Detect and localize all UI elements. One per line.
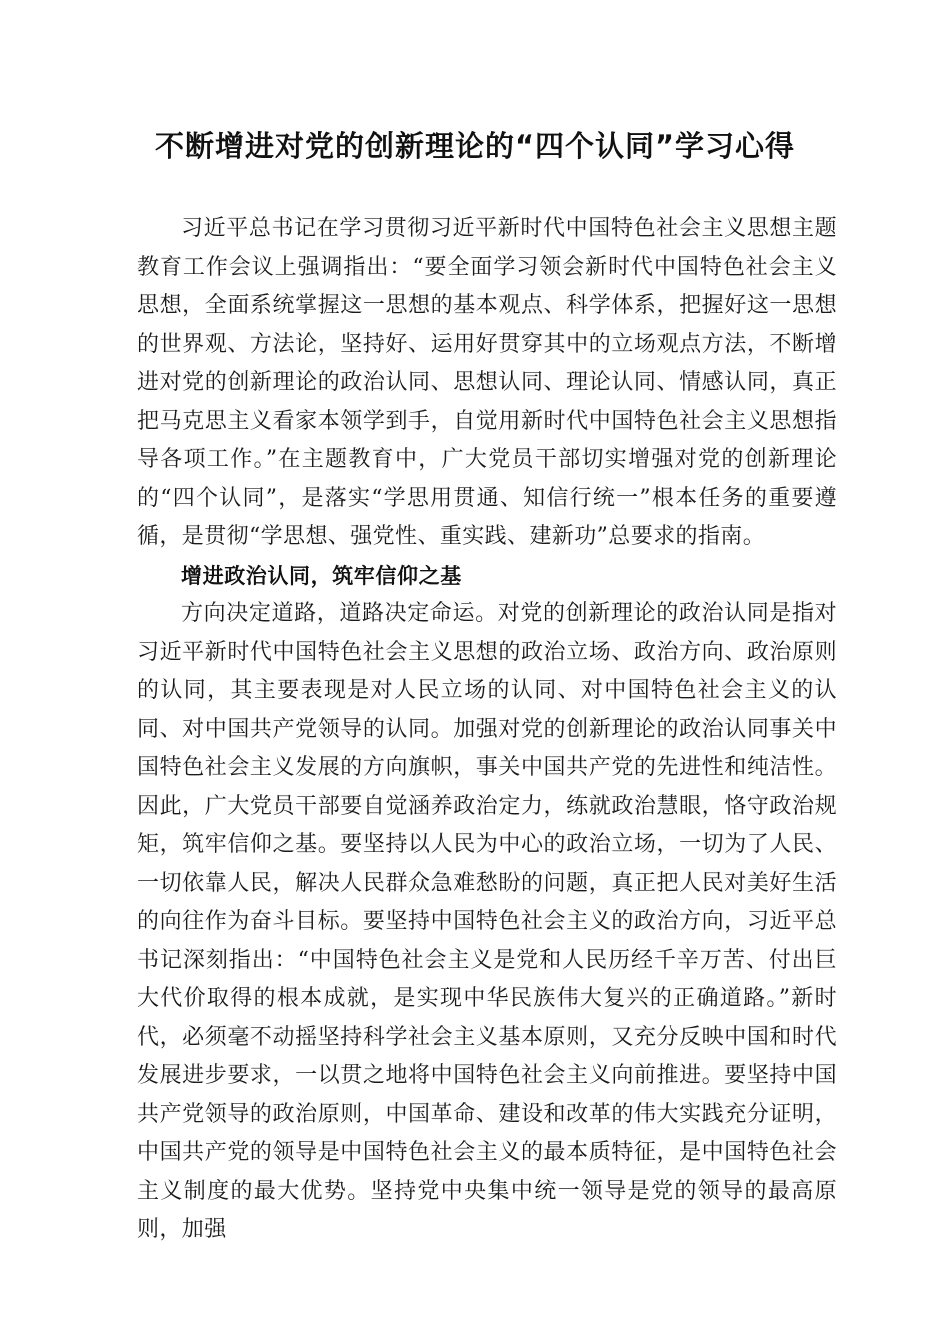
intro-paragraph: 习近平总书记在学习贯彻习近平新时代中国特色社会主义思想主题教育工作会议上强调指出：“要全面学习领会新时代中国特色社会主义思想，全面系统掌握这一思想的基本观点、科学体系，把握好这一思想的世界观、方法论，坚持好、运用好贯穿其中的立场观点方法，不断增进对党的创新理论的政治认同、思想认同、理论认同、情感认同，真正把马克思主义看家本领学到手，自觉用新时代中国特色社会主义思想指导各项工作。”在主题教育中，广大党员干部切实增强对党的创新理论的“四个认同”，是落实“学思用贯通、知信行统一”根本任务的重要遵循，是贯彻“学思想、强党性、重实践、建新功”总要求的指南。 (137, 216, 837, 549)
section-paragraph-political-identity: 方向决定道路，道路决定命运。对党的创新理论的政治认同是指对习近平新时代中国特色社会主义思想的政治立场、政治方向、政治原则的认同，其主要表现是对人民立场的认同、对中国特色社会主义的认同、对中国共产党领导的认同。加强对党的创新理论的政治认同事关中国特色社会主义发展的方向旗帜，事关中国共产党的先进性和纯洁性。因此，广大党员干部要自觉涵养政治定力，练就政治慧眼，恪守政治规矩，筑牢信仰之基。要坚持以人民为中心的政治立场，一切为了人民、一切依靠人民，解决人民群众急难愁盼的问题，真正把人民对美好生活的向往作为奋斗目标。要坚持中国特色社会主义的政治方向，习近平总书记深刻指出：“中国特色社会主义是党和人民历经千辛万苦、付出巨大代价取得的根本成就，是实现中华民族伟大复兴的正确道路。”新时代，必须毫不动摇坚持科学社会主义基本原则，又充分反映中国和时代发展进步要求，一以贯之地将中国特色社会主义向前推进。要坚持中国共产党领导的政治原则，中国革命、建设和改革的伟大实践充分证明，中国共产党的领导是中国特色社会主义的最本质特征，是中国特色社会主义制度的最大优势。坚持党中央集中统一领导是党的领导的最高原则，加强 (137, 601, 837, 1242)
document-title: 不断增进对党的创新理论的“四个认同”学习心得 (154, 129, 796, 163)
section-heading-political-identity: 增进政治认同，筑牢信仰之基 (181, 563, 462, 588)
document-body (137, 210, 837, 1250)
